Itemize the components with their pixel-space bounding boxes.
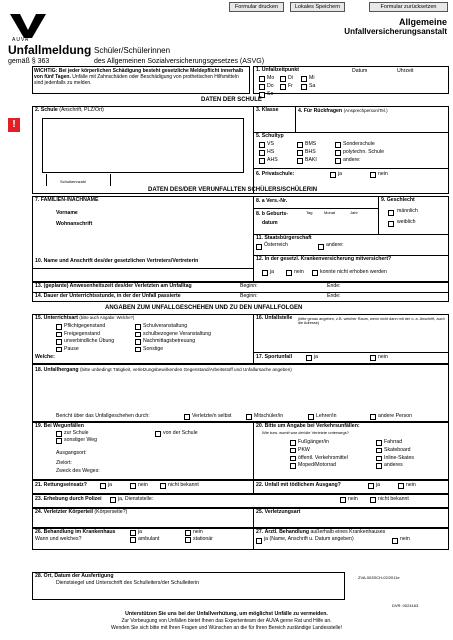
- other-citizenship-label: andere:: [326, 242, 344, 248]
- lesson-type-checkbox[interactable]: [56, 324, 62, 330]
- law-reference: gemäß § 363: [8, 58, 50, 65]
- weekday-checkbox[interactable]: [259, 76, 265, 82]
- body-part-label: 24. Verletzter Körperteil (Körperseite?): [35, 509, 128, 515]
- birthdate-label: 8. b Geburts-: [256, 211, 288, 217]
- local-save-button[interactable]: Lokales Speichern: [290, 2, 345, 12]
- lesson-type-label: 15. Unterrichtsart (bitte auch Angabe: Welche?): [35, 315, 135, 321]
- hospital-no-checkbox[interactable]: [185, 530, 191, 536]
- doctor-yes-label: ja (Name, Anschrift u. Datum angeben): [264, 536, 354, 542]
- doctor-label: 27. Ärztl. Behandlung außerhalb eines Krankenhauses: [256, 529, 386, 535]
- lesson-type-label: schulbezogene Veranstaltung: [143, 330, 212, 337]
- traffic-mode-label: Fahrrad: [384, 439, 403, 445]
- traffic-mode-label: Fußgänger/in: [298, 439, 329, 445]
- school-type-checkbox[interactable]: [297, 150, 303, 156]
- accident-section-heading: ANGABEN ZUM UNFALLGESCHEHEN UND ZU DEN UNFALLFOLGEN: [105, 305, 303, 311]
- sport-yes-label: ja: [314, 354, 319, 360]
- presence-end-label: Ende:: [327, 283, 341, 289]
- way-other-label: sonstiger Weg: [64, 437, 98, 443]
- traffic-mode-checkbox[interactable]: [290, 440, 296, 446]
- weekday-label: So: [267, 91, 274, 97]
- traffic-mode-checkbox[interactable]: [290, 463, 296, 469]
- school-type-checkbox[interactable]: [259, 158, 265, 164]
- presence-begin-label: Beginn:: [240, 283, 258, 289]
- fatal-yes-checkbox[interactable]: [368, 483, 374, 489]
- sport-no-label: nein: [378, 354, 388, 360]
- lesson-type-label: unverbindliche Übung: [64, 338, 115, 344]
- traffic-mode-checkbox[interactable]: [376, 448, 382, 454]
- way-purpose-label: Zweck des Weges:: [56, 468, 100, 474]
- traffic-hint: Wie bzw. womit war der/die Verletzte unterwegs?: [262, 430, 349, 435]
- footer-line3: Wenden Sie sich bitte mit Ihren Fragen und Wünschen an die für Ihren Bereich zuständige Landesstelle!: [111, 625, 342, 631]
- school-type-checkbox[interactable]: [335, 150, 341, 156]
- footer-line2: Zur Vorbeugung von Unfällen bietet Ihnen das Expertenteam der AUVA gerne Rat und Hilfe an.: [121, 618, 332, 624]
- insured-unknown-label: konnte nicht erhoben werden: [320, 269, 387, 275]
- law-name: des Allgemeinen Sozialversicherungsgesetzes (ASVG): [94, 58, 265, 65]
- weekday-label: Do: [267, 83, 274, 89]
- sport-yes-checkbox[interactable]: [306, 355, 312, 361]
- school-label: 2. Schule (Anschrift, PLZ/Ort): [35, 107, 104, 113]
- reporter-label: Mitschüler/in: [254, 413, 284, 419]
- hospital-stationary-checkbox[interactable]: [185, 537, 191, 543]
- hospital-question: Wann und welches?: [35, 536, 82, 542]
- hospital-yes-label: ja: [138, 529, 143, 535]
- warning-normal-text: Unfälle mit Zahnschäden oder Beschädigung von prothetischen Hilfsmitteln sind jedenfalls zu melden.: [34, 74, 239, 86]
- private-no-label: nein: [378, 171, 388, 177]
- date-label: Datum: [352, 68, 368, 74]
- weekday-checkbox[interactable]: [301, 76, 307, 82]
- rescue-yes-checkbox[interactable]: [100, 483, 106, 489]
- signature-hint: Dienstsiegel und Unterschrift des Schulleiters/der Schulleiterin: [56, 580, 200, 586]
- accident-place-label: 16. Unfallstelle: [256, 315, 293, 321]
- insured-yes-checkbox[interactable]: [262, 270, 268, 276]
- school-type-label: BMS: [305, 141, 317, 147]
- first-name-label: Vorname: [56, 210, 78, 216]
- reporter-label: andere Person: [378, 413, 413, 419]
- traffic-accident-label: 20. Bitte um Angabe bei Verkehrsunfällen:: [256, 423, 360, 429]
- male-checkbox[interactable]: [388, 210, 394, 216]
- guardian-label: 10. Name und Anschrift des/der gesetzlichen Vertreters/Vertreterin: [35, 258, 199, 264]
- fatal-no-label: nein: [406, 482, 416, 488]
- lesson-type-label: Nachmittagsbetreuung: [143, 338, 196, 344]
- accident-time-label: 1. Unfallzeitpunkt: [256, 67, 299, 73]
- school-type-label: polytechn. Schule: [343, 149, 384, 155]
- sport-accident-label: 17. Sportunfall: [256, 354, 293, 360]
- hospital-ambulant-label: ambulant: [138, 536, 160, 542]
- way-to-school-checkbox[interactable]: [56, 431, 62, 437]
- hospital-no-label: nein: [193, 529, 203, 535]
- warning-exclamation-icon: !: [12, 119, 16, 130]
- lesson-type-checkbox[interactable]: [56, 332, 62, 338]
- weekday-label: Mo: [267, 75, 275, 81]
- page-subtitle: Schüler/Schülerinnen: [94, 46, 171, 55]
- fatal-yes-label: ja: [376, 482, 381, 488]
- lesson-type-checkbox[interactable]: [135, 332, 141, 338]
- weekday-label: Fr: [288, 83, 293, 89]
- way-to-school-label: zur Schule: [64, 430, 89, 436]
- police-no-label: nein: [348, 496, 358, 502]
- injury-type-label: 25. Verletzungsart: [256, 509, 301, 515]
- birthdate-label-2: datum: [262, 220, 278, 226]
- school-type-label: BHS: [305, 149, 316, 155]
- way-accident-label: 19. Bei Wegunfällen: [35, 423, 84, 429]
- school-address-field[interactable]: [42, 118, 244, 173]
- female-checkbox[interactable]: [388, 221, 394, 227]
- accident-place-hint: (bitte genau angeben, z.B. welcher Raum, wenn nicht dann mit der o. a. Anschrift, auch die Adresse): [298, 317, 445, 326]
- doctor-no-label: nein: [400, 536, 410, 542]
- other-citizenship-checkbox[interactable]: [318, 244, 324, 250]
- goal-place-label: Zielort:: [56, 460, 72, 466]
- family-name-label: 7. FAMILIEN-/NACHNAME: [35, 197, 99, 203]
- form-number: ZVA-003SCH-02/2011e: [358, 575, 400, 580]
- signature-label: 28. Ort, Datum der Ausfertigung: [35, 573, 114, 579]
- health-insured-label: 12. In der gesetzl. Krankenversicherung mitversichert?: [256, 256, 392, 262]
- lesson-type-label: Pause: [64, 345, 79, 352]
- traffic-mode-label: Moped/Motorrad: [298, 462, 337, 469]
- reporter-label: Verletzte/n selbst: [192, 413, 232, 419]
- hospital-ambulant-checkbox[interactable]: [130, 537, 136, 543]
- school-type-checkbox[interactable]: [297, 158, 303, 164]
- rescue-yes-label: ja: [108, 482, 113, 488]
- police-label: 23. Erhebung durch Polizei: [35, 496, 102, 502]
- school-type-checkbox[interactable]: [297, 142, 303, 148]
- footer-line1: Unterstützen Sie uns bei der Unfallverhütung, um möglichst Unfälle zu vermeiden.: [125, 611, 328, 617]
- weekday-checkbox[interactable]: [280, 84, 286, 90]
- insured-unknown-checkbox[interactable]: [312, 270, 318, 276]
- warning-bold-text: WICHTIG: Bei jeder körperlichen Schädigung besteht gesetzliche Meldepflicht innerhalb von fünf Tagen.: [34, 68, 244, 80]
- weekday-checkbox[interactable]: [259, 84, 265, 90]
- weekday-checkbox[interactable]: [280, 76, 286, 82]
- pupil-section-heading: DATEN DES/DER VERUNFALLTEN SCHÜLERS/SCHÜLERIN: [148, 187, 318, 193]
- lesson-duration-label: 14. Dauer der Unterrichtsstunde, in der der Unfall passierte: [35, 293, 181, 299]
- doctor-yes-checkbox[interactable]: [256, 538, 262, 544]
- traffic-mode-checkbox[interactable]: [290, 448, 296, 454]
- traffic-mode-checkbox[interactable]: [376, 440, 382, 446]
- rescue-unknown-checkbox[interactable]: [160, 483, 166, 489]
- traffic-mode-checkbox[interactable]: [376, 456, 382, 462]
- rescue-no-checkbox[interactable]: [130, 483, 136, 489]
- lesson-begin-label: Beginn:: [240, 293, 258, 299]
- rescue-label: 21. Rettungseinsatz?: [35, 482, 87, 488]
- school-id-label: Schulkennzahl: [60, 179, 87, 184]
- day-label: Tag: [306, 210, 313, 215]
- rescue-unknown-label: nicht bekannt: [168, 482, 199, 488]
- school-type-checkbox[interactable]: [259, 142, 265, 148]
- traffic-mode-label: Inline-Skates: [384, 454, 414, 461]
- school-type-checkbox[interactable]: [259, 150, 265, 156]
- hospital-label: 26. Behandlung im Krankenhaus: [35, 529, 116, 535]
- rescue-row: [32, 480, 449, 494]
- way-from-school-checkbox[interactable]: [155, 431, 161, 437]
- home-address-label: Wohnanschrift: [56, 221, 93, 227]
- police-unknown-checkbox[interactable]: [370, 497, 376, 503]
- report-by-label: Bericht über das Unfallgeschehen durch:: [56, 413, 150, 419]
- traffic-mode-label: anderes: [384, 462, 403, 469]
- schooltype-label: 5. Schultyp: [256, 133, 284, 139]
- lesson-type-label: Freigegenstand: [64, 330, 101, 337]
- print-form-button[interactable]: Formular drucken: [229, 2, 284, 12]
- reporter-checkbox[interactable]: [308, 414, 314, 420]
- lesson-type-checkbox[interactable]: [56, 347, 62, 353]
- hospital-yes-checkbox[interactable]: [130, 530, 136, 536]
- police-yes-label: ja, Dienststelle:: [118, 496, 154, 502]
- weekday-label: Di: [288, 75, 293, 81]
- school-type-label: VS: [267, 141, 274, 147]
- school-section-heading: DATEN DER SCHULE: [201, 97, 262, 103]
- lesson-type-label: Pflichtgegenstand: [64, 323, 106, 329]
- school-type-label: HS: [267, 149, 275, 155]
- gender-label: 9. Geschlecht: [381, 197, 415, 203]
- rescue-no-label: nein: [138, 482, 148, 488]
- fatal-no-checkbox[interactable]: [398, 483, 404, 489]
- start-place-label: Ausgangsort:: [56, 450, 87, 456]
- logo-text: AUVA: [12, 37, 30, 43]
- male-label: männlich: [397, 208, 418, 214]
- year-label: Jahr: [350, 210, 358, 215]
- traffic-mode-label: PKW: [298, 446, 310, 453]
- police-yes-checkbox[interactable]: [110, 497, 116, 503]
- austria-label: Österreich: [264, 242, 288, 248]
- lesson-end-label: Ende:: [327, 293, 341, 299]
- weekday-label: Sa: [309, 83, 316, 89]
- police-no-checkbox[interactable]: [340, 497, 346, 503]
- school-type-label: BAKI: [305, 157, 317, 163]
- private-school-label: 6. Privatschule:: [256, 171, 295, 177]
- lesson-type-checkbox[interactable]: [135, 347, 141, 353]
- dvr-number: DVR: 0024163: [392, 603, 419, 608]
- school-type-checkbox[interactable]: [335, 142, 341, 148]
- austria-checkbox[interactable]: [256, 244, 262, 250]
- weekday-label: Mi: [309, 75, 315, 81]
- return-label: 4. Für Rückfragen (Ansprechperson/Tel.): [298, 108, 388, 114]
- presence-label: 13. (geplante) Anwesenheitszeit des/der Verletzten am Unfalltag: [35, 283, 192, 289]
- reporter-checkbox[interactable]: [184, 414, 190, 420]
- school-type-label: Sonderschule: [343, 141, 375, 147]
- doctor-no-checkbox[interactable]: [392, 538, 398, 544]
- traffic-mode-checkbox[interactable]: [290, 456, 296, 462]
- insured-no-label: nein: [294, 269, 304, 275]
- reporter-checkbox[interactable]: [246, 414, 252, 420]
- insured-yes-label: ja: [270, 269, 275, 275]
- lesson-type-label: Sonstige: [143, 345, 164, 352]
- traffic-mode-label: Skateboard: [384, 446, 411, 453]
- org-line2: Unfallversicherungsanstalt: [344, 27, 447, 36]
- way-other-checkbox[interactable]: [56, 438, 62, 444]
- citizenship-label: 11. Staatsbürgerschaft: [256, 235, 312, 241]
- warning-text: [34, 68, 248, 86]
- org-line1: Allgemeine: [398, 17, 447, 27]
- school-type-label: andere:: [343, 157, 361, 163]
- reporter-checkbox[interactable]: [370, 414, 376, 420]
- insurance-no-label: 8. a Vers.-Nr.: [256, 198, 288, 204]
- time-label: Uhrzeit: [397, 68, 414, 74]
- lesson-type-label: Schulveranstaltung: [143, 323, 188, 329]
- private-no-checkbox[interactable]: [370, 172, 376, 178]
- traffic-mode-checkbox[interactable]: [376, 463, 382, 469]
- way-from-school-label: von der Schule: [163, 430, 198, 436]
- female-label: weiblich: [397, 219, 416, 225]
- weekday-checkbox[interactable]: [301, 84, 307, 90]
- reset-form-button[interactable]: Formular zurücksetzen: [369, 2, 448, 12]
- which-label: Welche:: [35, 354, 55, 360]
- insured-no-checkbox[interactable]: [286, 270, 292, 276]
- lesson-type-checkbox[interactable]: [56, 339, 62, 345]
- traffic-mode-label: öffentl. Verkehrsmittel: [298, 454, 348, 461]
- reporter-label: Lehrer/in: [316, 413, 337, 419]
- page-title: Unfallmeldung: [8, 43, 92, 57]
- school-type-checkbox[interactable]: [335, 158, 341, 164]
- month-label: Monat: [324, 210, 336, 215]
- lesson-type-checkbox[interactable]: [135, 324, 141, 330]
- private-yes-checkbox[interactable]: [330, 172, 336, 178]
- sport-no-checkbox[interactable]: [370, 355, 376, 361]
- hospital-stationary-label: stationär: [193, 536, 213, 542]
- class-label: 3. Klasse: [256, 107, 279, 113]
- school-type-label: AHS: [267, 157, 278, 163]
- fatal-label: 22. Unfall mit tödlichem Ausgang?: [256, 482, 341, 488]
- police-unknown-label: nicht bekannt: [378, 496, 409, 502]
- accident-course-label: 18. Unfallhergang (bitte unbedingt Tätigkeit, verletzungsbewirkenden Gegenstand/Arbeitsstoff und Unfallursache angeben): [35, 367, 292, 373]
- lesson-type-checkbox[interactable]: [135, 339, 141, 345]
- private-yes-label: ja: [338, 171, 343, 177]
